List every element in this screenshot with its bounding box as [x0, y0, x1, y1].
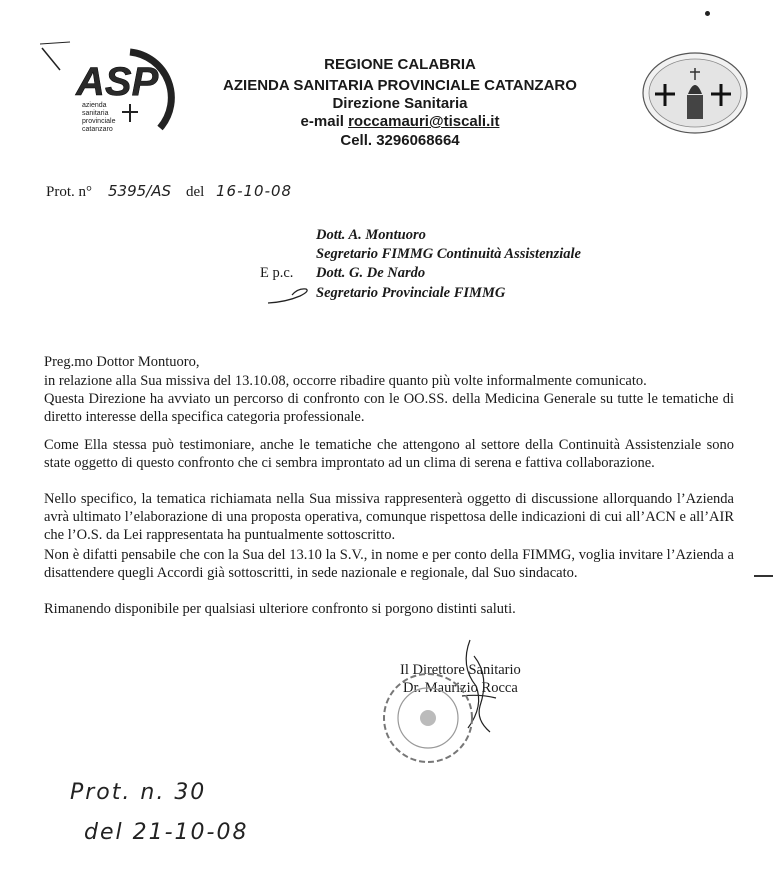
prot-number: 5395/AS	[108, 182, 172, 200]
asp-logo-graphic	[40, 40, 190, 140]
header-agency: AZIENDA SANITARIA PROVINCIALE CATANZARO	[223, 77, 577, 94]
header-email	[200, 112, 600, 131]
header-region: REGIONE CALABRIA	[324, 56, 476, 73]
recipient-role-1: Segretario FIMMG Continuità Assistenziale	[316, 246, 581, 262]
signature-title: Il Direttore Sanitario	[400, 662, 521, 678]
logo-sub-2: sanitaria	[82, 110, 109, 117]
body-paragraph: Come Ella stessa può testimoniare, anche le tematiche che attengono al settore della Continuità Assistenziale sono state oggetto di questo confronto che ci sembra improntato ad un clima di serena e fattiva collaborazione.	[44, 437, 734, 471]
logo-sub-3: provinciale	[82, 118, 116, 125]
body-paragraph: in relazione alla Sua missiva del 13.10.08, occorre ribadire quanto più volte informalmente comunicato.	[44, 373, 647, 389]
body-paragraph: Questa Direzione ha avviato un percorso di confronto con le OO.SS. della Medicina Generale su tutte le tematiche di diretto interesse della specifica categoria professionale.	[44, 391, 734, 425]
body-paragraph: Non è difatti pensabile che con la Sua del 13.10 la S.V., in nome e per conto della FIMMG, voglia invitare l’Azienda a disattendere quegli Accordi già sottoscritti, in sede nazionale e regionale, dal Suo sindacato.	[44, 547, 734, 581]
body-paragraph: Nello specifico, la tematica richiamata nella Sua missiva rappresenterà oggetto di discussione allorquando l’Azienda avrà ultimato l’elaborazione di una proposta operativa, comunque rispettosa delle indicazioni di cui all’ACN e all’AIR che l’O.S. da Lei rappresentata ha puntualmente sottoscritto.	[44, 491, 734, 543]
signature-name: Dr. Maurizio Rocca	[403, 680, 518, 696]
margin-mark	[754, 575, 773, 577]
recipient-role-2: Segretario Provinciale FIMMG	[316, 285, 506, 301]
prot-date-label: del	[186, 184, 205, 200]
recipient-name-1: Dott. A. Montuoro	[316, 227, 426, 243]
email-link[interactable]: roccamauri@tiscali.it	[348, 113, 500, 130]
logo-sub-4: catanzaro	[82, 126, 113, 133]
recipient-name-2: Dott. G. De Nardo	[316, 265, 426, 281]
seal-graphic	[640, 50, 750, 136]
header-cell: Cell. 3296068664	[340, 132, 460, 149]
epc-label: E p.c.	[260, 265, 294, 281]
cross-icon	[122, 104, 138, 122]
regional-seal	[640, 50, 750, 136]
handwritten-date: del 21-10-08	[84, 820, 249, 845]
official-stamp	[380, 670, 476, 766]
prot-label: Prot. n°	[46, 184, 93, 200]
corner-mark	[705, 11, 710, 16]
logo-sub-1: azienda	[82, 102, 107, 109]
body-paragraph: Rimanendo disponibile per qualsiasi ulteriore confronto si porgono distinti saluti.	[44, 601, 516, 617]
email-label: e-mail	[300, 113, 344, 130]
asp-logo	[40, 40, 190, 140]
header-department: Direzione Sanitaria	[332, 95, 468, 112]
prot-date: 16-10-08	[216, 182, 293, 200]
pen-stroke-icon	[266, 286, 314, 306]
handwritten-prot: Prot. n. 30	[70, 780, 207, 805]
svg-text:ASP: ASP	[76, 60, 159, 104]
salutation: Preg.mo Dottor Montuoro,	[44, 354, 200, 370]
